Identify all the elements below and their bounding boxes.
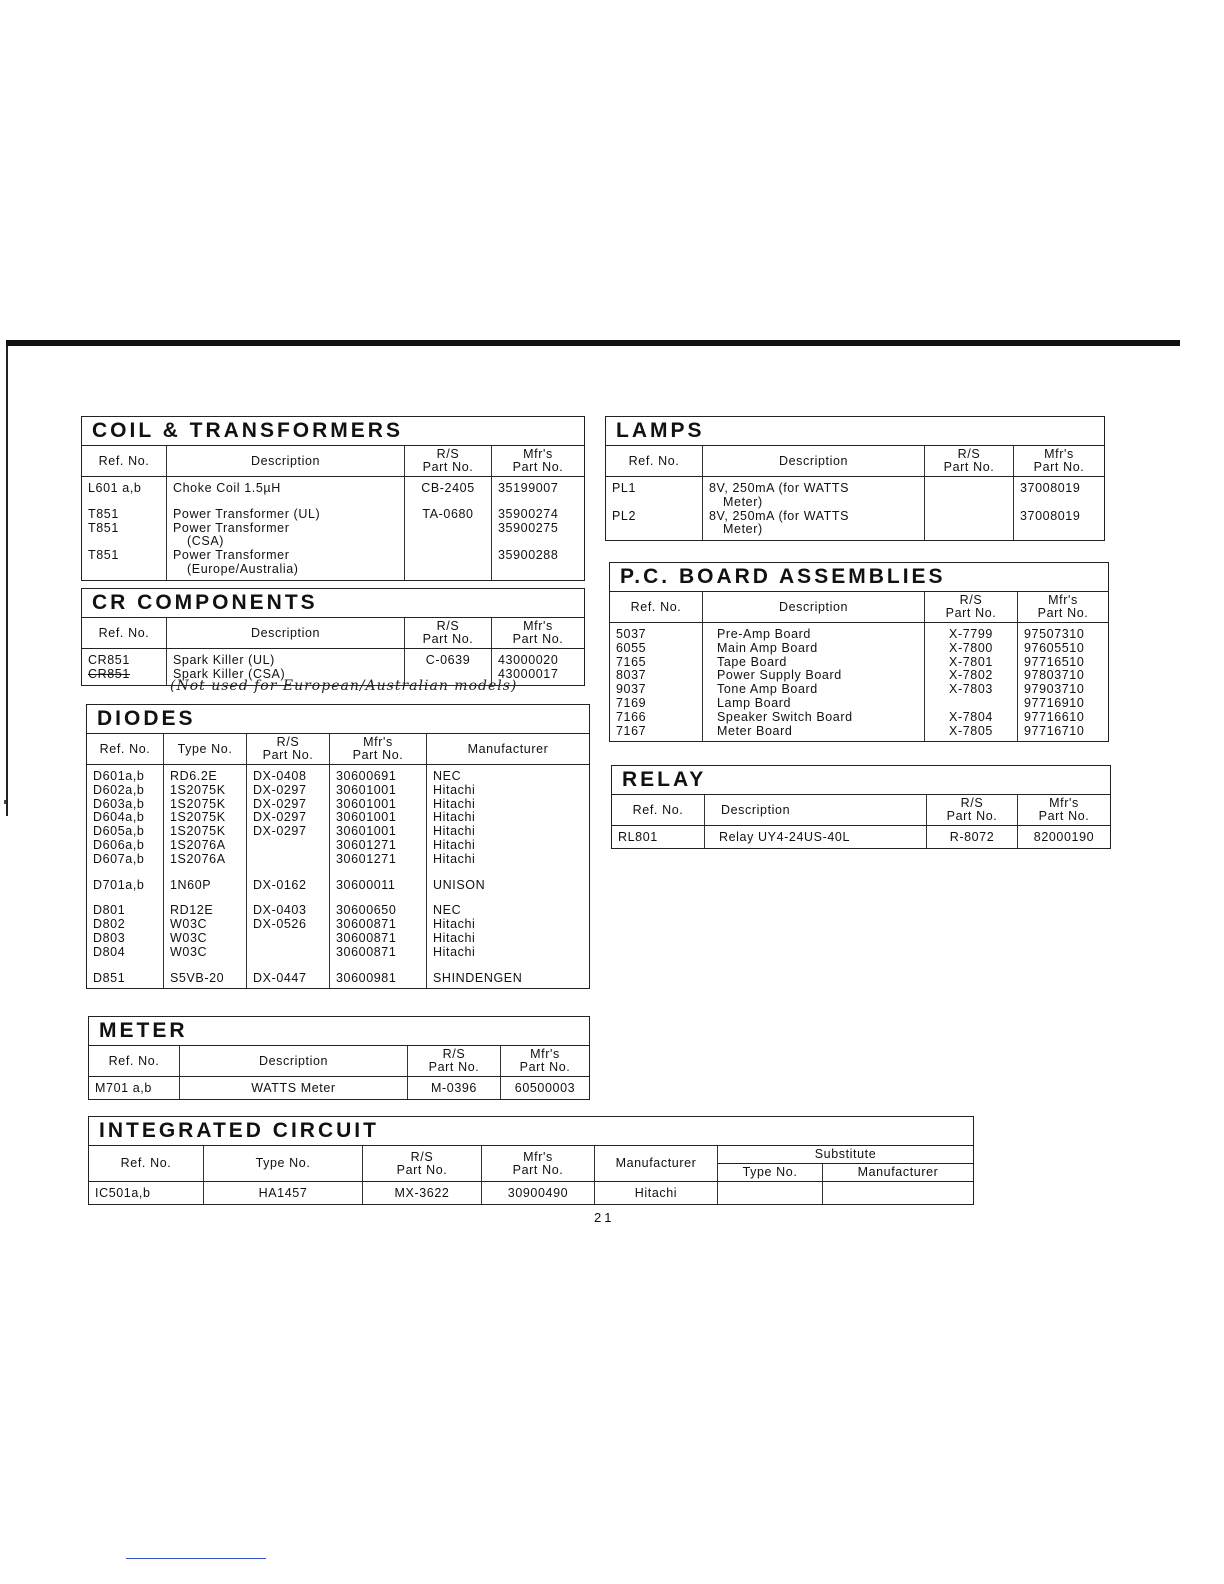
table-row: M701 a,b WATTS Meter M-0396 60500003	[89, 1077, 589, 1099]
table-row: 7167 Meter Board X-7805 97716710	[610, 725, 1108, 742]
section-title: P.C. BOARD ASSEMBLIES	[610, 563, 1108, 592]
meter-table: Ref. No. Description R/S Part No. Mfr's Part No. M701 a,b WATTS Meter M-0396 60500003	[89, 1046, 589, 1099]
table-row: 5037 Pre-Amp Board X-7799 97507310	[610, 623, 1108, 642]
table-row: T851 Power Transformer (Europe/Australia) 35900288	[82, 549, 584, 580]
ic-table: Ref. No. Type No. R/S Part No. Mfr's Part No. Manufacturer Substitute Type No. Manufacturer IC501a,b HA1457 MX-3622 30900490 Hitachi	[89, 1146, 973, 1204]
col-rs: R/S Part No.	[405, 446, 492, 477]
top-rule	[6, 340, 1180, 346]
diodes-table: Ref. No. Type No. R/S Part No. Mfr's Part No. Manufacturer D601a,b RD6.2E DX-0408 30600691 NEC D602a,b 1S2075K DX-0297 30601001 Hitachi D603a,b 1S2075K DX-0297 30601001 Hitachi D604a,b 1S2075K DX-0297 30601001 Hitachi D605a,b 1S2075K DX-0297 30601001 Hitachi D606a,b 1S2076A 30601271 Hitachi D607a,b 1S2076A 30601271 Hitachi D701a,b 1N60P DX-0162 30600011 UNISON D801 RD12E DX-0403 30600650 NEC D802 W03C DX-0526 30600871 Hitachi D803 W03C 30600871 Hitachi D804 W03C 30600871 Hitachi D851 S5VB-20 DX-0447 30600981 SHINDENGEN	[87, 734, 589, 988]
table-row: 9037 Tone Amp Board X-7803 97903710	[610, 683, 1108, 697]
table-row: D804 W03C 30600871 Hitachi	[87, 946, 589, 960]
diodes-section	[86, 704, 590, 989]
section-title: METER	[89, 1017, 589, 1046]
col-mfr: Mfr's Part No.	[492, 446, 585, 477]
section-title: DIODES	[87, 705, 589, 734]
coil-transformers-section	[81, 416, 585, 581]
section-title: CR COMPONENTS	[82, 589, 584, 618]
table-row: D604a,b 1S2075K DX-0297 30601001 Hitachi	[87, 811, 589, 825]
scan-mark	[4, 800, 6, 804]
meter-section	[88, 1016, 590, 1100]
cr-components-section	[81, 588, 585, 686]
pc-board-section	[609, 562, 1109, 742]
blue-underline	[126, 1558, 266, 1559]
table-row: 7169 Lamp Board 97716910	[610, 697, 1108, 711]
table-row: 7166 Speaker Switch Board X-7804 97716610	[610, 711, 1108, 725]
table-row: D802 W03C DX-0526 30600871 Hitachi	[87, 918, 589, 932]
table-row: 6055 Main Amp Board X-7800 97605510	[610, 642, 1108, 656]
table-row: 8037 Power Supply Board X-7802 97803710	[610, 669, 1108, 683]
table-row: CR851 Spark Killer (UL) C-0639 43000020	[82, 649, 584, 668]
table-row: PL2 8V, 250mA (for WATTS Meter) 37008019	[606, 510, 1104, 541]
col-desc: Description	[167, 446, 405, 477]
table-row: D607a,b 1S2076A 30601271 Hitachi	[87, 853, 589, 867]
integrated-circuit-section	[88, 1116, 974, 1205]
table-row: T851 Power Transformer (CSA) 35900275	[82, 522, 584, 550]
cr-table: Ref. No. Description R/S Part No. Mfr's Part No. CR851 Spark Killer (UL) C-0639 43000020 CR851 Spark Killer (CSA) 43000017	[82, 618, 584, 685]
table-row: T851 Power Transformer (UL) TA-0680 35900274	[82, 508, 584, 522]
relay-section	[611, 765, 1111, 849]
table-row: L601 a,b Choke Coil 1.5µH CB-2405 35199007	[82, 477, 584, 496]
table-row: RL801 Relay UY4-24US-40L R-8072 82000190	[612, 826, 1110, 848]
page-number: 21	[594, 1210, 615, 1225]
section-title: LAMPS	[606, 417, 1104, 446]
lamps-table: Ref. No. Description R/S Part No. Mfr's Part No. PL1 8V, 250mA (for WATTS Meter) 37008019 PL2 8V, 250mA (for WATTS Meter) 37008019	[606, 446, 1104, 540]
relay-table: Ref. No. Description R/S Part No. Mfr's Part No. RL801 Relay UY4-24US-40L R-8072 82000190	[612, 795, 1110, 848]
section-title: COIL & TRANSFORMERS	[82, 417, 584, 446]
table-row: PL1 8V, 250mA (for WATTS Meter) 37008019	[606, 477, 1104, 510]
table-row: D606a,b 1S2076A 30601271 Hitachi	[87, 839, 589, 853]
table-row: 7165 Tape Board X-7801 97716510	[610, 656, 1108, 670]
col-ref: Ref. No.	[82, 446, 167, 477]
table-row: D803 W03C 30600871 Hitachi	[87, 932, 589, 946]
section-title: RELAY	[612, 766, 1110, 795]
left-margin-rule	[6, 346, 8, 816]
table-row: D851 S5VB-20 DX-0447 30600981 SHINDENGEN	[87, 972, 589, 989]
lamps-section	[605, 416, 1105, 541]
table-row: D801 RD12E DX-0403 30600650 NEC	[87, 904, 589, 918]
table-row: D701a,b 1N60P DX-0162 30600011 UNISON	[87, 879, 589, 893]
pcb-table: Ref. No. Description R/S Part No. Mfr's Part No. 5037 Pre-Amp Board X-7799 97507310 6055 Main Amp Board X-7800 97605510 7165 Tape Board X-7801 97716510 8037 Power Supply Board X-7802 97803710 9037 Tone Amp Board X-7803 97903710 7169 Lamp Board 97716910 7166 Speaker Switch Board X-7804 97716610 7167 Meter Board X-7805 97716710	[610, 592, 1108, 741]
table-row: D602a,b 1S2075K DX-0297 30601001 Hitachi	[87, 784, 589, 798]
table-row: IC501a,b HA1457 MX-3622 30900490 Hitachi	[89, 1182, 973, 1204]
handwritten-note: (Not used for European/Australian models)	[170, 678, 518, 694]
table-row: D601a,b RD6.2E DX-0408 30600691 NEC	[87, 765, 589, 784]
section-title: INTEGRATED CIRCUIT	[89, 1117, 973, 1146]
table-row: D603a,b 1S2075K DX-0297 30601001 Hitachi	[87, 798, 589, 812]
table-row: CR851 Spark Killer (CSA) 43000017	[82, 668, 584, 685]
table-row: D605a,b 1S2075K DX-0297 30601001 Hitachi	[87, 825, 589, 839]
coil-table	[82, 446, 584, 580]
